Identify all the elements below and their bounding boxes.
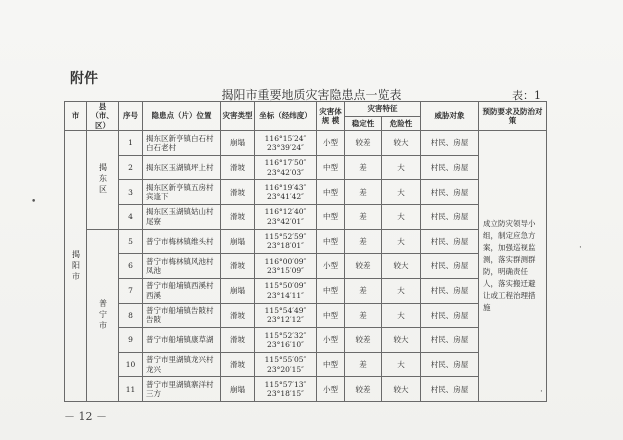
stability-cell: 较差 <box>345 328 382 353</box>
header-seq: 序号 <box>119 102 143 131</box>
table-row <box>65 377 547 402</box>
scale-cell: 小型 <box>317 131 345 156</box>
type-cell: 滑坡 <box>221 205 255 230</box>
table-row <box>65 328 547 353</box>
type-cell: 崩塌 <box>221 229 255 254</box>
scale-cell: 中型 <box>317 229 345 254</box>
coords-cell <box>255 155 317 180</box>
type-cell: 滑坡 <box>221 328 255 353</box>
location-cell: 普宁市里湖镇寨洋村三方 <box>143 377 221 402</box>
city-cell <box>65 131 87 402</box>
table-row <box>65 180 547 205</box>
prevention-cell <box>479 131 547 402</box>
threat-cell: 村民、房屋 <box>421 254 479 279</box>
coords-cell <box>255 303 317 328</box>
scale-cell: 中型 <box>317 352 345 377</box>
location-cell: 普宁市梅林镇风池村凤池 <box>143 254 221 279</box>
longitude: 115°54′49″ <box>264 305 307 315</box>
coords-cell <box>255 377 317 402</box>
seq-cell: 1 <box>119 131 143 156</box>
stability-cell: 较差 <box>345 377 382 402</box>
type-cell: 崩塌 <box>221 131 255 156</box>
table-number: 表：1 <box>512 89 541 102</box>
threat-cell: 村民、房屋 <box>421 131 479 156</box>
location-cell: 普宁市梅林镇维头村 <box>143 229 221 254</box>
location-cell: 普宁市船埔镇康草湖 <box>143 328 221 353</box>
longitude: 116°17′50″ <box>264 158 307 168</box>
threat-cell: 村民、房屋 <box>421 180 479 205</box>
type-cell: 崩塌 <box>221 377 255 402</box>
latitude: 23°42′01″ <box>267 216 304 226</box>
coords-cell <box>255 328 317 353</box>
stability-cell: 差 <box>345 155 382 180</box>
danger-cell: 大 <box>382 205 421 230</box>
type-cell: 滑坡 <box>221 180 255 205</box>
scale-cell: 小型 <box>317 254 345 279</box>
longitude: 115°50′09″ <box>264 281 307 291</box>
header-scale: 灾害体规 模 <box>317 102 345 131</box>
seq-cell: 11 <box>119 377 143 402</box>
scale-cell: 中型 <box>317 205 345 230</box>
location-cell: 普宁市里湖镇龙兴村龙兴 <box>143 352 221 377</box>
threat-cell: 村民、房屋 <box>421 352 479 377</box>
danger-cell: 较大 <box>382 131 421 156</box>
location-cell: 揭东区新亨镇五房村宾逢下 <box>143 180 221 205</box>
stability-cell: 差 <box>345 278 382 303</box>
seq-cell: 7 <box>119 278 143 303</box>
latitude: 23°20′15″ <box>267 364 304 374</box>
seq-cell: 8 <box>119 303 143 328</box>
county-cell <box>87 229 119 402</box>
attachment-label: 附件 <box>70 71 98 87</box>
page-number: － 12 － <box>64 410 107 423</box>
longitude: 115°52′59″ <box>264 232 307 242</box>
longitude: 115°55′05″ <box>264 355 307 365</box>
stability-cell: 差 <box>345 180 382 205</box>
location-cell: 普宁市船埔镇告陂村告陂 <box>143 303 221 328</box>
stability-cell: 差 <box>345 352 382 377</box>
location-cell: 揭东区玉湖镇姑山村尾寮 <box>143 205 221 230</box>
longitude: 115°57′13″ <box>264 379 307 389</box>
table-body <box>65 131 547 402</box>
threat-cell: 村民、房屋 <box>421 155 479 180</box>
table-row <box>65 278 547 303</box>
table-row <box>65 155 547 180</box>
longitude: 116°15′24″ <box>264 133 307 143</box>
type-cell: 崩塌 <box>221 278 255 303</box>
coords-cell <box>255 254 317 279</box>
header-city: 市 <box>65 102 87 131</box>
type-cell: 滑坡 <box>221 254 255 279</box>
stability-cell: 差 <box>345 229 382 254</box>
danger-cell: 大 <box>382 180 421 205</box>
latitude: 23°42′03″ <box>267 167 304 177</box>
danger-cell: 大 <box>382 303 421 328</box>
header-county: 县（市、区） <box>87 102 119 131</box>
seq-cell: 10 <box>119 352 143 377</box>
hazard-table <box>64 101 547 402</box>
threat-cell: 村民、房屋 <box>421 377 479 402</box>
seq-cell: 5 <box>119 229 143 254</box>
stability-cell: 差 <box>345 303 382 328</box>
danger-cell: 较大 <box>382 254 421 279</box>
coords-cell <box>255 205 317 230</box>
table-row <box>65 205 547 230</box>
latitude: 23°39′24″ <box>267 142 304 152</box>
seq-cell: 6 <box>119 254 143 279</box>
type-cell: 滑坡 <box>221 155 255 180</box>
threat-cell: 村民、房屋 <box>421 328 479 353</box>
latitude: 23°18′15″ <box>267 389 304 399</box>
danger-cell: 较大 <box>382 377 421 402</box>
seq-cell: 3 <box>119 180 143 205</box>
header-coords: 坐标（经纬度） <box>255 102 317 131</box>
scale-cell: 中型 <box>317 303 345 328</box>
scale-cell: 小型 <box>317 328 345 353</box>
coords-cell <box>255 229 317 254</box>
header-disaster-type: 灾害类型 <box>221 102 255 131</box>
stability-cell: 较差 <box>345 254 382 279</box>
table-row <box>65 352 547 377</box>
seq-cell: 2 <box>119 155 143 180</box>
stability-cell: 差 <box>345 205 382 230</box>
danger-cell: 大 <box>382 155 421 180</box>
location-cell: 普宁市船埔镇西溪村西溪 <box>143 278 221 303</box>
danger-cell: 大 <box>382 278 421 303</box>
latitude: 23°15′09″ <box>267 266 304 276</box>
stability-cell: 较差 <box>345 131 382 156</box>
threat-cell: 村民、房屋 <box>421 278 479 303</box>
latitude: 23°16′10″ <box>267 339 304 349</box>
coords-cell <box>255 352 317 377</box>
header-threat: 威胁对象 <box>421 102 479 131</box>
page-title: 揭阳市重要地质灾害隐患点一览表 <box>221 88 402 102</box>
county-cell <box>87 131 119 230</box>
longitude: 116°12′40″ <box>264 207 307 217</box>
scale-cell: 小型 <box>317 377 345 402</box>
table-row <box>65 229 547 254</box>
scan-speck: · <box>579 243 582 253</box>
danger-cell: 较大 <box>382 328 421 353</box>
longitude: 116°00′09″ <box>264 256 307 266</box>
location-cell: 揭东区玉湖镇坪上村 <box>143 155 221 180</box>
scan-speck: • <box>31 197 37 207</box>
scan-speck: · <box>540 387 543 397</box>
longitude: 115°52′32″ <box>264 330 307 340</box>
county-name: 普宁市 <box>98 298 108 332</box>
table-row <box>65 254 547 279</box>
scale-cell: 中型 <box>317 278 345 303</box>
header-location: 隐患点（片）位置 <box>143 102 221 131</box>
danger-cell: 大 <box>382 352 421 377</box>
threat-cell: 村民、房屋 <box>421 229 479 254</box>
table-row <box>65 303 547 328</box>
longitude: 116°19′43″ <box>264 182 307 192</box>
scale-cell: 中型 <box>317 180 345 205</box>
type-cell: 滑坡 <box>221 352 255 377</box>
type-cell: 滑坡 <box>221 303 255 328</box>
prevention-measures: 成立防灾领导小组，制定应急方案，加强巡视监测，落实群测群防，明确责任人，落实搬迁避让或工程治理措施 <box>483 219 536 313</box>
danger-cell: 大 <box>382 229 421 254</box>
latitude: 23°12′12″ <box>267 315 304 325</box>
table-row <box>65 131 547 156</box>
county-name: 揭东区 <box>98 163 108 197</box>
scale-cell: 中型 <box>317 155 345 180</box>
threat-cell: 村民、房屋 <box>421 205 479 230</box>
location-cell: 揭东区新亨镇白石村白石老村 <box>143 131 221 156</box>
coords-cell <box>255 131 317 156</box>
latitude: 23°18′01″ <box>267 241 304 251</box>
seq-cell: 4 <box>119 205 143 230</box>
latitude: 23°14′11″ <box>267 290 304 300</box>
header-stability: 稳定性 <box>345 116 382 131</box>
city-name: 揭阳市 <box>71 249 81 283</box>
header-prevention: 预防要求及防治对策 <box>479 102 547 131</box>
coords-cell <box>255 278 317 303</box>
latitude: 23°41′42″ <box>267 192 304 202</box>
threat-cell: 村民、房屋 <box>421 303 479 328</box>
header-danger: 危险性 <box>382 116 421 131</box>
coords-cell <box>255 180 317 205</box>
header-features: 灾害特征 <box>345 102 421 117</box>
seq-cell: 9 <box>119 328 143 353</box>
